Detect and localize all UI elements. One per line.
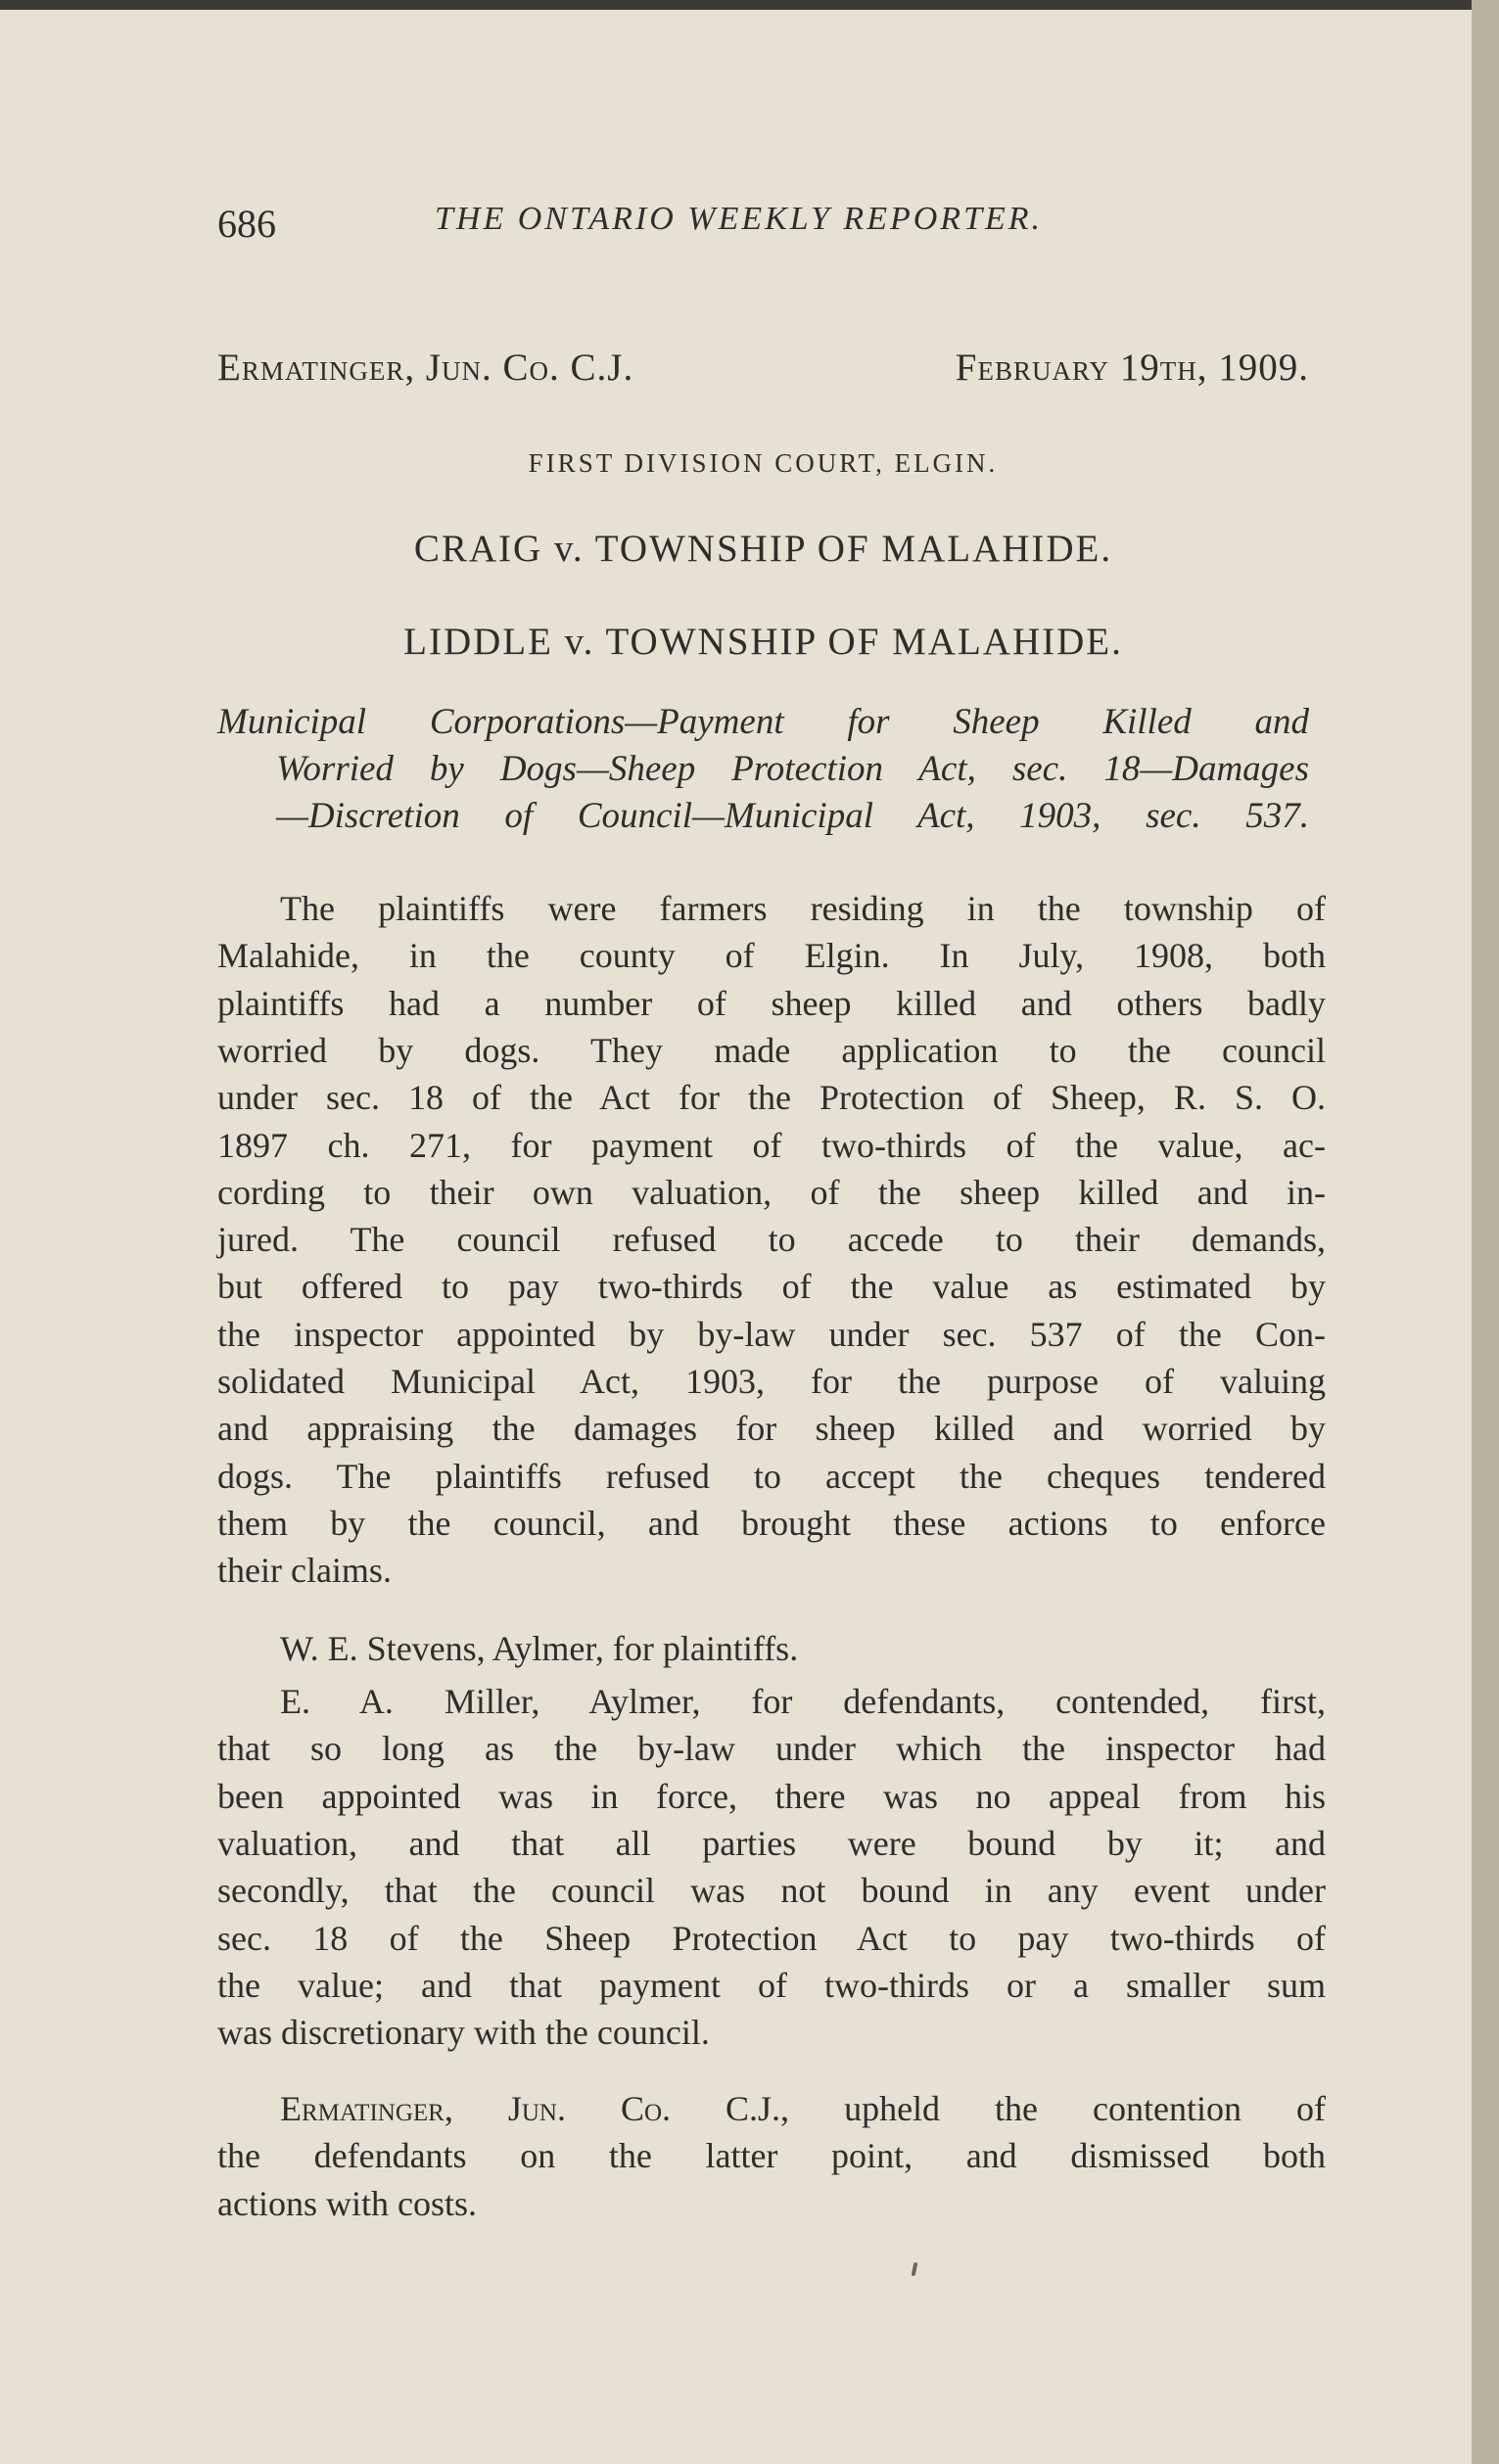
case-title-liddle: LIDDLE v. TOWNSHIP OF MALAHIDE.	[403, 621, 1123, 663]
page-top-edge	[0, 0, 1499, 10]
text-line: been appointed was in force, there was no appeal from his	[217, 1776, 1326, 1816]
text-line: W. E. Stevens, Aylmer, for plaintiffs.	[280, 1629, 799, 1668]
text-line: the value; and that payment of two-thirds or a smaller sum	[217, 1965, 1326, 2005]
text-line: Malahide, in the county of Elgin. In July, 1908, both	[217, 936, 1326, 976]
text-line: worried by dogs. They made application to the council	[217, 1030, 1326, 1070]
judgment-text: upheld the contention of	[844, 2089, 1326, 2128]
journal-title: THE ONTARIO WEEKLY REPORTER.	[435, 201, 1044, 237]
text-line: their claims.	[217, 1551, 392, 1591]
text-line: dogs. The plaintiffs refused to accept the cheques tendered	[217, 1456, 1326, 1496]
text-line: actions with costs.	[217, 2183, 477, 2223]
text-line: under sec. 18 of the Act for the Protection of Sheep, R. S. O.	[217, 1078, 1326, 1118]
text-line: the inspector appointed by by-law under sec. 537 of the Con-	[217, 1314, 1326, 1354]
judge-name-inline: Ermatinger, Jun. Co. C.J.,	[280, 2089, 790, 2128]
running-head	[217, 201, 1324, 259]
text-line: E. A. Miller, Aylmer, for defendants, contended, first,	[280, 1682, 1326, 1721]
case-title-craig: CRAIG v. TOWNSHIP OF MALAHIDE.	[413, 528, 1113, 570]
text-line: secondly, that the council was not bound in any event under	[217, 1871, 1326, 1911]
page-number: 686	[217, 202, 276, 246]
text-line: solidated Municipal Act, 1903, for the purpose of valuing	[217, 1362, 1326, 1401]
text-line: but offered to pay two-thirds of the value as estimated by	[217, 1267, 1326, 1307]
text-line: cording to their own valuation, of the sheep killed and in-	[217, 1172, 1326, 1212]
ink-mark	[912, 2262, 918, 2277]
text-line: sec. 18 of the Sheep Protection Act to pay two-thirds of	[217, 1918, 1326, 1958]
text-line: and appraising the damages for sheep killed and worried by	[217, 1409, 1326, 1449]
page-right-edge	[1472, 0, 1499, 2464]
court-name: FIRST DIVISION COURT, ELGIN.	[528, 448, 999, 478]
headnote-line: Municipal Corporations—Payment for Sheep Killed and	[217, 702, 1309, 742]
text-line: 1897 ch. 271, for payment of two-thirds of the value, ac-	[217, 1125, 1326, 1165]
text-line: the defendants on the latter point, and dismissed both	[217, 2136, 1326, 2176]
decision-date: February 19th, 1909.	[955, 347, 1309, 389]
judge-name: Ermatinger, Jun. Co. C.J.	[217, 347, 634, 389]
headnote-line: —Discretion of Council—Municipal Act, 1903, sec. 537.	[276, 796, 1309, 836]
text-line: them by the council, and brought these actions to enforce	[217, 1503, 1326, 1543]
text-line: valuation, and that all parties were bound by it; and	[217, 1823, 1326, 1863]
text-line: The plaintiffs were farmers residing in the township of	[280, 889, 1326, 928]
text-line: that so long as the by-law under which the inspector had	[217, 1729, 1326, 1769]
text-line: plaintiffs had a number of sheep killed and others badly	[217, 983, 1326, 1023]
headnote-line: Worried by Dogs—Sheep Protection Act, sec. 18—Damages	[276, 749, 1309, 789]
text-line: jured. The council refused to accede to their demands,	[217, 1220, 1326, 1260]
text-line	[280, 2088, 1326, 2129]
judge-date-line	[217, 346, 1309, 404]
text-line: was discretionary with the council.	[217, 2013, 710, 2053]
